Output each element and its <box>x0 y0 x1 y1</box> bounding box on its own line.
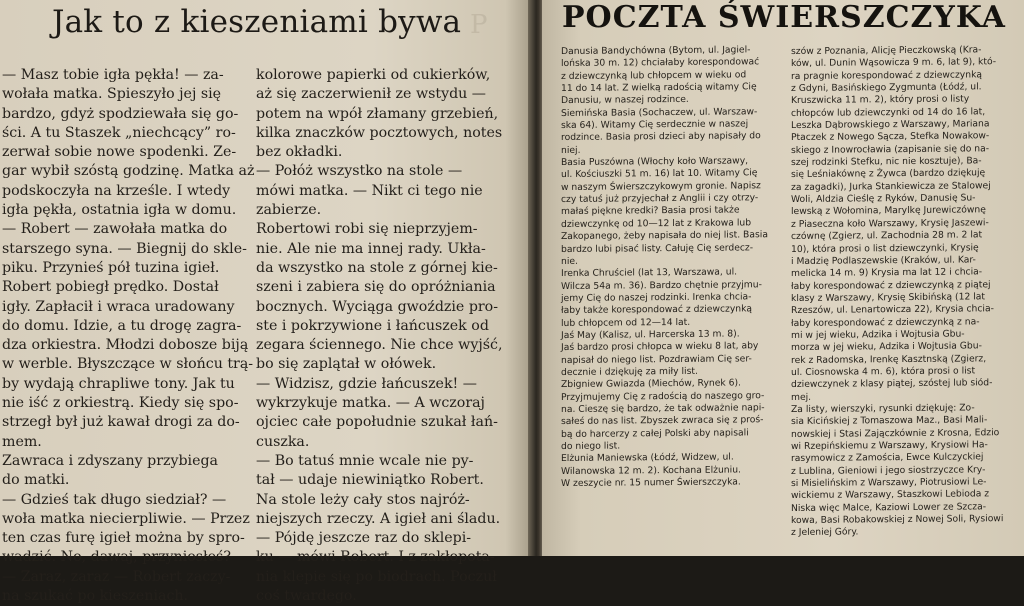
text-line: — Pójdę jeszcze raz do sklepi- <box>256 530 472 547</box>
text-line: mem. <box>2 433 42 450</box>
text-line: nie. Ale nie ma innej rady. Ukła- <box>256 240 486 257</box>
text-line: szów z Poznania, Alicję Pieczkowską (Kra- <box>791 44 982 57</box>
text-line: bardzo lubi pisać listy. Całuję Cię serdecz- <box>561 241 754 255</box>
text-line: jemy Cię do naszej rodzinki. Irenka chcia- <box>561 291 752 304</box>
text-line: W zeszycie nr. 15 numer Świerszczyka. <box>561 476 741 490</box>
text-line: ojciec całe popołudnie szukał łań- <box>256 414 498 431</box>
text-line: Za listy, wierszyki, rysunki dziękuję: Zo- <box>791 402 975 415</box>
text-line: ku — mówi Robert. I z zakłopota- <box>256 549 495 566</box>
text-line: Jaś May (Kalisz, ul. Harcerska 13 m. 8). <box>561 328 740 341</box>
text-line: zegara ściennego. Nie chce wyjść, <box>256 337 503 354</box>
text-line: Rzeszów, ul. Lenartowicza 22), Krysia chcia- <box>791 303 994 317</box>
text-line: 11 do 14 lat. Z wielką radością witamy Cię <box>561 81 757 95</box>
text-line: — Widzisz, gdzie łańcuszek! — <box>256 375 477 392</box>
text-line: z Jeleniej Góry. <box>791 526 859 539</box>
text-line: na szukać po kieszeniach. <box>2 588 189 605</box>
text-line: Irenka Chruściel (lat 13, Warszawa, ul. <box>561 266 738 280</box>
text-line: gar wybił szóstą godzinę. Matka aż <box>2 163 255 180</box>
mail-section-title: POCZTA ŚWIERSZCZYKA <box>562 0 1006 35</box>
text-line: mej. <box>791 391 812 403</box>
text-line: ści. A tu Staszek „niechcący” ro- <box>2 124 236 141</box>
text-line: Danusiu, w naszej rodzince. <box>561 94 689 107</box>
text-line: starszego syna. — Biegnij do skle- <box>2 240 247 257</box>
text-line: rodzince. Basia prosi dzieci aby napisały do <box>561 130 761 144</box>
text-line: si Misielińskim z Warszawy, Piotrusiowi Le- <box>791 476 987 490</box>
text-line: — Gdzieś tak długo siedział? — <box>2 491 227 508</box>
text-line: z Piaseczna koło Warszawy, Krysię Jaszewi- <box>791 217 989 230</box>
story-column-1 <box>2 66 255 606</box>
text-line: mówi matka. — Nikt ci tego nie <box>256 182 483 199</box>
text-line: szej rodzinki Stefku, nic nie kosztuje), Ba- <box>791 155 982 169</box>
text-line: niejszych rzeczy. A igieł ani śladu. <box>256 510 501 527</box>
text-line: sia Kicińskiej z Tomaszowa Maz., Basi Mali- <box>791 414 988 428</box>
text-line: bez okładki. <box>256 144 343 161</box>
text-line: potem na wpół złamany grzebień, <box>256 105 499 122</box>
text-line: Zawraca i zdyszany przybiega <box>2 452 219 469</box>
text-line: małaś piękne kredki? Basia prosi także <box>561 204 740 218</box>
text-line: ków, ul. Dunin Wąsowicza 9 m. 6, lat 9), któ- <box>791 56 997 70</box>
text-line: igły. Zapłacił i wraca uradowany <box>2 298 235 315</box>
text-line: czy tatuś już przyjechał z Anglii i czy otrzy- <box>561 192 759 206</box>
text-line: lewską z Wołomina, Marylkę Jurewiczównę <box>791 204 986 218</box>
story-column-2 <box>256 66 526 606</box>
text-line: w naszym Świerszczykowym gronie. Napisz <box>561 180 761 193</box>
text-line: decznie i dziękuję za miły list. <box>561 365 698 378</box>
text-line: tał — udaje niewiniątko Robert. <box>256 472 484 489</box>
text-line: wickiemu z Warszawy, Staszkowi Lebioda z <box>791 488 990 502</box>
text-line: 10), która prosi o list dziewczynki, Krysię <box>791 241 979 255</box>
text-line: da wszystko na stole z górnej kie- <box>256 259 498 276</box>
text-line: coś twardego. <box>256 588 357 605</box>
text-line: chłopców lub dziewczynki od 14 do 16 lat, <box>791 106 986 119</box>
letters-column-2 <box>791 44 1023 540</box>
text-line: Leszka Dąbrowskiego z Warszawy, Mariana <box>791 118 990 132</box>
text-line: lońska 30 m. 12) chciałaby korespondować <box>561 56 760 70</box>
text-line: Ptaczek z Nowego Sącza, Stefka Nowakow- <box>791 130 990 144</box>
text-line: Wilanowska 12 m. 2). Kochana Elżuniu. <box>561 464 741 477</box>
text-line: piku. Przynieś pół tuzina igieł. <box>2 259 220 276</box>
text-line: skiego z Inowrocławia (zapisanie się do na- <box>791 143 990 156</box>
text-line: ste i pokrzywione i łańcuszek od <box>256 317 489 334</box>
text-line: — Masz tobie igła pękła! — za- <box>2 67 224 83</box>
text-line: zabierze. <box>256 202 322 219</box>
text-line: bardzo, gdyż spodziewała się go- <box>2 105 239 122</box>
text-line: morza w jej wieku, Adzika i Wojtusia Gbu- <box>791 340 982 354</box>
text-line: nowskiej i Stasi Zajączkównie z Krosna, Edzio <box>791 426 1000 440</box>
text-line: zerwał sobie nowe spodenki. Ze- <box>2 144 237 161</box>
text-line: łaby także korespondować z dziewczynką <box>561 303 753 317</box>
text-line: Zakopanego, żeby napisała do niej list. Basia <box>561 229 768 243</box>
text-line: klasy z Warszawy, Krysię Skibińską (12 lat <box>791 291 986 304</box>
text-line: wołała matka. Spieszyło jej się <box>2 86 222 103</box>
text-line: dza orkiestra. Młodzi dobosze biją <box>2 337 249 354</box>
text-line: kowa, Basi Robakowskiej z Nowej Soli, Rysiowi <box>791 513 1004 527</box>
text-line: strzegł był już kawał drogi za do- <box>2 414 240 431</box>
text-line: z Lublina, Gieniowi i jego siostrzyczce Kry- <box>791 463 986 477</box>
text-line: Niska więc Malce, Kaziowi Lower ze Szcza- <box>791 501 987 514</box>
text-line: Siemińska Basia (Sochaczew, ul. Warszaw- <box>561 106 758 119</box>
text-line: Przyjmujemy Cię z radością do naszego gro- <box>561 389 765 403</box>
text-line: szeni i zabiera się do opróżniania <box>256 279 496 296</box>
text-line: czównę (Zgierz, ul. Zachodnia 28 m. 2 lat <box>791 229 983 243</box>
text-line: łaby korespondować z dziewczynką z na- <box>791 315 980 329</box>
text-line: Woli, Aldzia Cieślę z Ryków, Danusię Su- <box>791 192 976 206</box>
text-line: do matki. <box>2 472 70 489</box>
text-line: bo się zaplątał w ołówek. <box>256 356 437 373</box>
text-line: aż się zaczerwienił ze wstydu — <box>256 86 486 103</box>
text-line: mi w jej wieku, Adzika i Wojtusia Gbu- <box>791 328 965 341</box>
text-line: dziewczynek z klasy piątej, szóstej lub siód- <box>791 377 993 391</box>
bleed-through-text: P <box>470 10 488 40</box>
text-line: napisał do niego list. Pozdrawiam Cię ser- <box>561 352 752 366</box>
text-line: niej. <box>561 144 581 156</box>
text-line: bocznych. Wyciąga gwoździe pro- <box>256 298 499 315</box>
text-line: — Robert — zawołała matka do <box>2 221 228 238</box>
text-line: kolorowe papierki od cukierków, <box>256 67 491 83</box>
text-line: i Madzię Podlaszewskie (Kraków, ul. Kar- <box>791 254 976 267</box>
text-line: Jaś bardzo prosi chłopca w wieku 8 lat, aby <box>561 340 759 354</box>
text-line: — Zaraz, zaraz — Robert zaczy- <box>2 568 231 585</box>
text-line: Wilcza 54a m. 36). Bardzo chętnie przyjmu- <box>561 278 762 292</box>
story-title: Jak to z kieszeniami bywa <box>52 4 462 40</box>
text-line: wadzić. No, dawaj, przyniosłeś? <box>2 549 231 566</box>
text-line: dziewczynkę od 10—12 lat z Krakowa lub <box>561 217 752 230</box>
text-line: łaby korespondować z dziewczynką z piątej <box>791 278 991 292</box>
text-line: cuszka. <box>256 433 310 450</box>
text-line: ska 64). Witamy Cię serdecznie w naszej <box>561 118 749 132</box>
text-line: melicka 14 m. 9) Krysia ma lat 12 i chcia- <box>791 266 983 280</box>
text-line: lub chłopcem od 12—14 lat. <box>561 316 691 329</box>
text-line: się Leśniakównę z Żywca (bardzo dziękuję <box>791 167 986 181</box>
text-line: — Bo tatuś mnie wcale nie py- <box>256 452 474 469</box>
text-line: do niego list. <box>561 440 621 452</box>
text-line: nia klepie się po biodrach. Poczuł <box>256 568 497 585</box>
text-line: Danusia Bandychówna (Bytom, ul. Jagiel- <box>561 44 751 57</box>
text-line: ten czas furę igieł można by spro- <box>2 530 245 547</box>
text-line: podskoczyła na krześle. I wtedy <box>2 182 231 199</box>
text-line: Basia Puszówna (Włochy koło Warszawy, <box>561 155 749 169</box>
text-line: wi Rzepińskiemu z Warszawy, Krysiowi Ha- <box>791 439 988 452</box>
text-line: igła pękła, ostatnia igła w domu. <box>2 202 237 219</box>
text-line: kilka znaczków pocztowych, notes <box>256 124 503 141</box>
text-line: Robertowi robi się nieprzyjem- <box>256 221 478 238</box>
text-line: by wydają chrapliwe tony. Jak tu <box>2 375 235 392</box>
text-line: rasymowicz z Zamościa, Ewce Kulczyckiej <box>791 451 984 465</box>
text-line: wykrzykuje matka. — A wczoraj <box>256 395 485 412</box>
text-line: rek z Radomska, Irenkę Kasztnską (Zgierz, <box>791 352 987 366</box>
text-line: Na stole leży cały stos najróż- <box>256 491 470 508</box>
text-line: Zbigniew Gwiazda (Miechów, Rynek 6). <box>561 377 741 391</box>
text-line: Kruszwicka 11 m. 2), który prosi o listy <box>791 93 970 107</box>
text-line: za zagadki), Jurka Stankiewicza ze Stalowej <box>791 180 991 193</box>
text-line: Elżunia Maniewska (Łódź, Widzew, ul. <box>561 451 734 465</box>
text-line: bą do harcerzy z całej Polski aby napisali <box>561 427 749 440</box>
text-line: ra pragnie korespondować z dziewczynką <box>791 69 983 82</box>
text-line: z Gdyni, Basińskiego Zygmunta (Łódź, ul. <box>791 81 982 95</box>
text-line: nie iść z orkiestrą. Kiedy się spo- <box>2 395 239 412</box>
text-line: Robert pobiegł prędko. Dostał <box>2 279 219 296</box>
text-line: nie. <box>561 255 578 267</box>
text-line: na. Cieszę się bardzo, że tak odważnie napi- <box>561 402 765 415</box>
text-line: ul. Kościuszki 51 m. 16) lat 10. Witamy Cię <box>561 167 758 181</box>
text-line: sałeś do nas list. Zbyszek zwraca się z proś- <box>561 414 764 428</box>
text-line: do domu. Idzie, a tu drogę zagra- <box>2 317 242 334</box>
text-line: z dziewczynką lub chłopcem w wieku od <box>561 69 747 82</box>
letters-column-1 <box>561 44 785 490</box>
text-line: — Połóż wszystko na stole — <box>256 163 463 180</box>
text-line: woła matka niecierpliwie. — Przez <box>2 510 250 527</box>
text-line: w werble. Błyszczące w słońcu trą- <box>2 356 254 373</box>
text-line: ul. Ciosnowska 4 m. 6), która prosi o list <box>791 365 976 378</box>
